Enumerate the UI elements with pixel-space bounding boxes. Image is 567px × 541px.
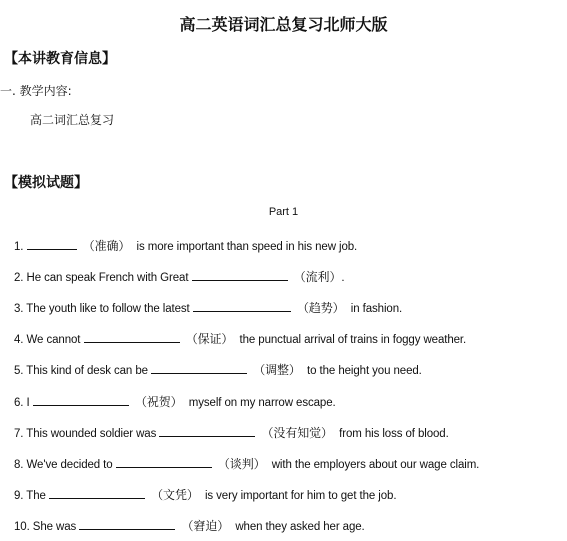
teaching-content-label: 一. 教学内容: (0, 84, 72, 98)
question-item: 2. He can speak French with Great （流利）. (14, 270, 345, 284)
answer-blank (84, 332, 180, 343)
answer-blank (79, 519, 175, 530)
answer-blank (159, 426, 255, 437)
question-item: 9. The （文凭） is very important for him to get the job. (14, 488, 397, 502)
answer-blank (27, 239, 77, 250)
question-item: 5. This kind of desk can be （调整） to the height you need. (14, 363, 422, 377)
answer-blank (33, 395, 129, 406)
answer-blank (151, 363, 247, 374)
question-item: 3. The youth like to follow the latest （趋势） in fashion. (14, 301, 403, 315)
question-item: 4. We cannot （保证） the punctual arrival of trains in foggy weather. (14, 332, 467, 346)
question-item: 7. This wounded soldier was （没有知觉） from his loss of blood. (14, 426, 449, 440)
answer-blank (49, 488, 145, 499)
answer-blank (193, 301, 291, 312)
section-heading-test: 【模拟试题】 (4, 175, 88, 191)
document-title: 高二英语词汇总复习北师大版 (179, 15, 388, 34)
question-item: 8. We've decided to （谈判） with the employers about our wage claim. (14, 457, 480, 471)
section-heading-info: 【本讲教育信息】 (4, 51, 116, 67)
question-item: 6. I （祝贺） myself on my narrow escape. (14, 395, 336, 409)
answer-blank (116, 457, 212, 468)
answer-blank (192, 270, 288, 281)
question-item: 1. （准确） is more important than speed in his new job. (14, 239, 358, 253)
teaching-content: 高二词汇总复习 (30, 113, 115, 127)
part-label: Part 1 (268, 206, 299, 218)
question-item: 10. She was （窘迫） when they asked her age. (14, 519, 365, 533)
